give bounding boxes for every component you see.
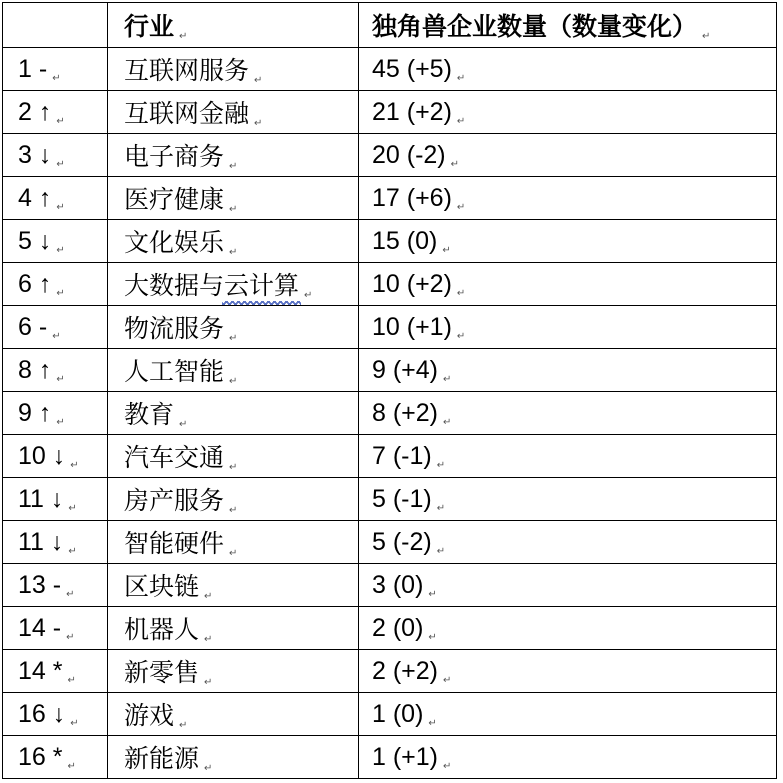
industry-text-wrap <box>124 266 299 302</box>
industry-text-wrap <box>124 610 199 646</box>
grammar-wavy-underline[interactable] <box>222 301 301 305</box>
header-count-label: 独角兽企业数量（数量变化） <box>372 13 698 41</box>
paragraph-mark: ↵ <box>66 631 75 643</box>
table-row <box>3 91 777 134</box>
count-cell <box>359 134 777 177</box>
count-text: 10 (+1) <box>372 312 452 341</box>
rank-text: 5 ↓ <box>18 226 52 255</box>
rank-text: 6 ↑ <box>18 269 52 298</box>
industry-text: 电子商务 <box>124 143 225 171</box>
industry-text: 房产服务 <box>124 487 225 515</box>
count-text: 21 (+2) <box>372 97 452 126</box>
rank-cell <box>3 392 108 435</box>
paragraph-mark: ↵ <box>56 158 65 170</box>
industry-text-wrap <box>124 223 224 259</box>
count-cell <box>359 48 777 91</box>
industry-text: 医疗健康 <box>124 186 225 214</box>
industry-cell <box>108 736 359 779</box>
industry-text-wrap <box>124 524 224 560</box>
rank-text: 10 ↓ <box>18 441 66 470</box>
rank-cell <box>3 736 108 779</box>
paragraph-mark: ↵ <box>436 502 446 514</box>
rank-text: 4 ↑ <box>18 183 52 212</box>
rank-cell <box>3 177 108 220</box>
rank-cell <box>3 607 108 650</box>
paragraph-mark: ↵ <box>304 290 313 301</box>
industry-cell <box>108 220 359 263</box>
industry-text-wrap <box>124 696 174 732</box>
rank-cell <box>3 134 108 177</box>
industry-text: 汽车交通 <box>124 444 225 472</box>
table-row <box>3 693 777 736</box>
paragraph-mark: ↵ <box>204 634 213 645</box>
rank-text: 2 ↑ <box>18 97 52 126</box>
industry-text: 智能硬件 <box>124 530 225 558</box>
table-row <box>3 392 777 435</box>
count-cell <box>359 736 777 779</box>
rank-cell <box>3 91 108 134</box>
count-text: 7 (-1) <box>372 441 432 470</box>
paragraph-mark: ↵ <box>456 287 466 299</box>
industry-text: 教育 <box>124 401 175 429</box>
count-text: 5 (-1) <box>372 484 432 513</box>
table-row <box>3 306 777 349</box>
industry-cell <box>108 607 359 650</box>
paragraph-mark: ↵ <box>702 31 711 42</box>
rank-cell <box>3 349 108 392</box>
rank-text: 3 ↓ <box>18 140 52 169</box>
industry-cell <box>108 521 359 564</box>
industry-cell <box>108 650 359 693</box>
paragraph-mark: ↵ <box>56 115 65 127</box>
industry-cell <box>108 478 359 521</box>
paragraph-mark: ↵ <box>56 201 65 213</box>
paragraph-mark: ↵ <box>443 416 452 428</box>
industry-text: 区块链 <box>124 573 200 601</box>
rank-text: 11 ↓ <box>18 484 64 513</box>
paragraph-mark: ↵ <box>66 588 75 600</box>
count-text: 10 (+2) <box>372 269 452 298</box>
paragraph-mark: ↵ <box>229 333 238 344</box>
industry-cell <box>108 435 359 478</box>
industry-cell <box>108 91 359 134</box>
paragraph-mark: ↵ <box>456 115 466 127</box>
industry-cell <box>108 564 359 607</box>
paragraph-mark: ↵ <box>254 118 263 129</box>
count-cell <box>359 564 777 607</box>
table-row <box>3 435 777 478</box>
paragraph-mark: ↵ <box>204 677 213 688</box>
paragraph-mark: ↵ <box>68 545 77 557</box>
rank-text: 16 * <box>18 742 63 771</box>
industry-cell <box>108 48 359 91</box>
rank-text: 9 ↑ <box>18 398 52 427</box>
industry-text: 新零售 <box>124 659 200 687</box>
paragraph-mark: ↵ <box>229 462 238 473</box>
count-cell <box>359 177 777 220</box>
header-cell-industry <box>108 3 359 48</box>
paragraph-mark: ↵ <box>436 545 446 557</box>
paragraph-mark: ↵ <box>56 416 65 428</box>
paragraph-mark: ↵ <box>67 760 76 772</box>
paragraph-mark: ↵ <box>179 720 188 731</box>
rank-cell <box>3 48 108 91</box>
paragraph-mark: ↵ <box>428 588 437 600</box>
count-text: 3 (0) <box>372 570 424 599</box>
industry-text-wrap <box>124 180 224 216</box>
paragraph-mark: ↵ <box>428 631 437 643</box>
paragraph-mark: ↵ <box>229 505 238 516</box>
header-industry-label: 行业 <box>124 13 175 41</box>
table-row <box>3 349 777 392</box>
paragraph-mark: ↵ <box>56 244 65 256</box>
rank-cell <box>3 693 108 736</box>
table-row <box>3 48 777 91</box>
paragraph-mark: ↵ <box>68 502 77 514</box>
industry-text-wrap <box>124 352 224 388</box>
rank-text: 6 - <box>18 312 48 341</box>
table-row <box>3 521 777 564</box>
table-body <box>3 48 777 779</box>
industry-cell <box>108 263 359 306</box>
industry-text-wrap <box>124 438 224 474</box>
paragraph-mark: ↵ <box>229 247 238 258</box>
count-text: 17 (+6) <box>372 183 452 212</box>
paragraph-mark: ↵ <box>56 287 65 299</box>
count-cell <box>359 521 777 564</box>
table-row <box>3 607 777 650</box>
header-cell-rank <box>3 3 108 48</box>
industry-text-wrap <box>124 94 249 130</box>
paragraph-mark: ↵ <box>443 373 452 385</box>
rank-cell <box>3 263 108 306</box>
industry-text-wrap <box>124 137 224 173</box>
table-row <box>3 650 777 693</box>
industry-cell <box>108 306 359 349</box>
table-row <box>3 564 777 607</box>
paragraph-mark: ↵ <box>229 548 238 559</box>
rank-cell <box>3 435 108 478</box>
paragraph-mark: ↵ <box>229 376 238 387</box>
industry-text-wrap <box>124 567 199 603</box>
count-text: 15 (0) <box>372 226 438 255</box>
table-row <box>3 478 777 521</box>
industry-text: 游戏 <box>124 702 175 730</box>
paragraph-mark: ↵ <box>254 75 263 86</box>
industry-text: 大数据与云计算 <box>124 272 300 300</box>
count-cell <box>359 263 777 306</box>
header-row <box>3 3 777 48</box>
rank-text: 16 ↓ <box>18 699 66 728</box>
rank-cell <box>3 650 108 693</box>
paragraph-mark: ↵ <box>436 459 446 471</box>
paragraph-mark: ↵ <box>229 204 238 215</box>
industry-text: 互联网金融 <box>124 100 250 128</box>
table-row <box>3 134 777 177</box>
industry-text: 新能源 <box>124 745 200 773</box>
rank-cell <box>3 478 108 521</box>
paragraph-mark: ↵ <box>443 760 452 772</box>
rank-text: 11 ↓ <box>18 527 64 556</box>
count-text: 8 (+2) <box>372 398 439 427</box>
paragraph-mark: ↵ <box>229 161 238 172</box>
rank-text: 1 - <box>18 54 48 83</box>
industry-text: 人工智能 <box>124 358 225 386</box>
unicorn-industry-table <box>2 2 777 779</box>
paragraph-mark: ↵ <box>442 244 451 256</box>
count-cell <box>359 650 777 693</box>
industry-text-wrap <box>124 653 199 689</box>
rank-cell <box>3 220 108 263</box>
industry-cell <box>108 392 359 435</box>
industry-cell <box>108 177 359 220</box>
count-cell <box>359 306 777 349</box>
paragraph-mark: ↵ <box>52 330 61 342</box>
count-cell <box>359 220 777 263</box>
paragraph-mark: ↵ <box>67 674 76 686</box>
table-row <box>3 220 777 263</box>
industry-text: 互联网服务 <box>124 57 250 85</box>
paragraph-mark: ↵ <box>179 419 188 430</box>
count-cell <box>359 693 777 736</box>
count-cell <box>359 478 777 521</box>
paragraph-mark: ↵ <box>56 373 65 385</box>
count-text: 5 (-2) <box>372 527 432 556</box>
industry-text-wrap <box>124 309 224 345</box>
paragraph-mark: ↵ <box>456 72 466 84</box>
paragraph-mark: ↵ <box>428 717 437 729</box>
industry-cell <box>108 349 359 392</box>
header-cell-count <box>359 3 777 48</box>
industry-text: 机器人 <box>124 616 200 644</box>
rank-text: 14 * <box>18 656 63 685</box>
industry-cell <box>108 693 359 736</box>
paragraph-mark: ↵ <box>70 459 79 471</box>
rank-text: 8 ↑ <box>18 355 52 384</box>
count-text: 45 (+5) <box>372 54 452 83</box>
paragraph-mark: ↵ <box>456 330 466 342</box>
paragraph-mark: ↵ <box>70 717 79 729</box>
industry-text-wrap <box>124 51 249 87</box>
paragraph-mark: ↵ <box>456 201 466 213</box>
industry-cell <box>108 134 359 177</box>
paragraph-mark: ↵ <box>450 158 460 170</box>
table-row <box>3 177 777 220</box>
industry-text: 文化娱乐 <box>124 229 225 257</box>
rank-text: 14 - <box>18 613 62 642</box>
count-cell <box>359 91 777 134</box>
industry-text-wrap <box>124 739 199 775</box>
industry-text-wrap <box>124 395 174 431</box>
rank-cell <box>3 564 108 607</box>
count-text: 9 (+4) <box>372 355 439 384</box>
table-row <box>3 736 777 779</box>
count-cell <box>359 349 777 392</box>
count-text: 20 (-2) <box>372 140 446 169</box>
paragraph-mark: ↵ <box>52 72 61 84</box>
table-row <box>3 263 777 306</box>
paragraph-mark: ↵ <box>204 591 213 602</box>
rank-cell <box>3 521 108 564</box>
industry-text-wrap <box>124 481 224 517</box>
count-text: 1 (+1) <box>372 742 439 771</box>
count-cell <box>359 392 777 435</box>
count-cell <box>359 435 777 478</box>
count-text: 2 (+2) <box>372 656 439 685</box>
paragraph-mark: ↵ <box>443 674 452 686</box>
paragraph-mark: ↵ <box>204 763 213 774</box>
industry-text: 物流服务 <box>124 315 225 343</box>
count-text: 1 (0) <box>372 699 424 728</box>
count-cell <box>359 607 777 650</box>
count-text: 2 (0) <box>372 613 424 642</box>
rank-text: 13 - <box>18 570 62 599</box>
paragraph-mark: ↵ <box>179 31 188 42</box>
rank-cell <box>3 306 108 349</box>
